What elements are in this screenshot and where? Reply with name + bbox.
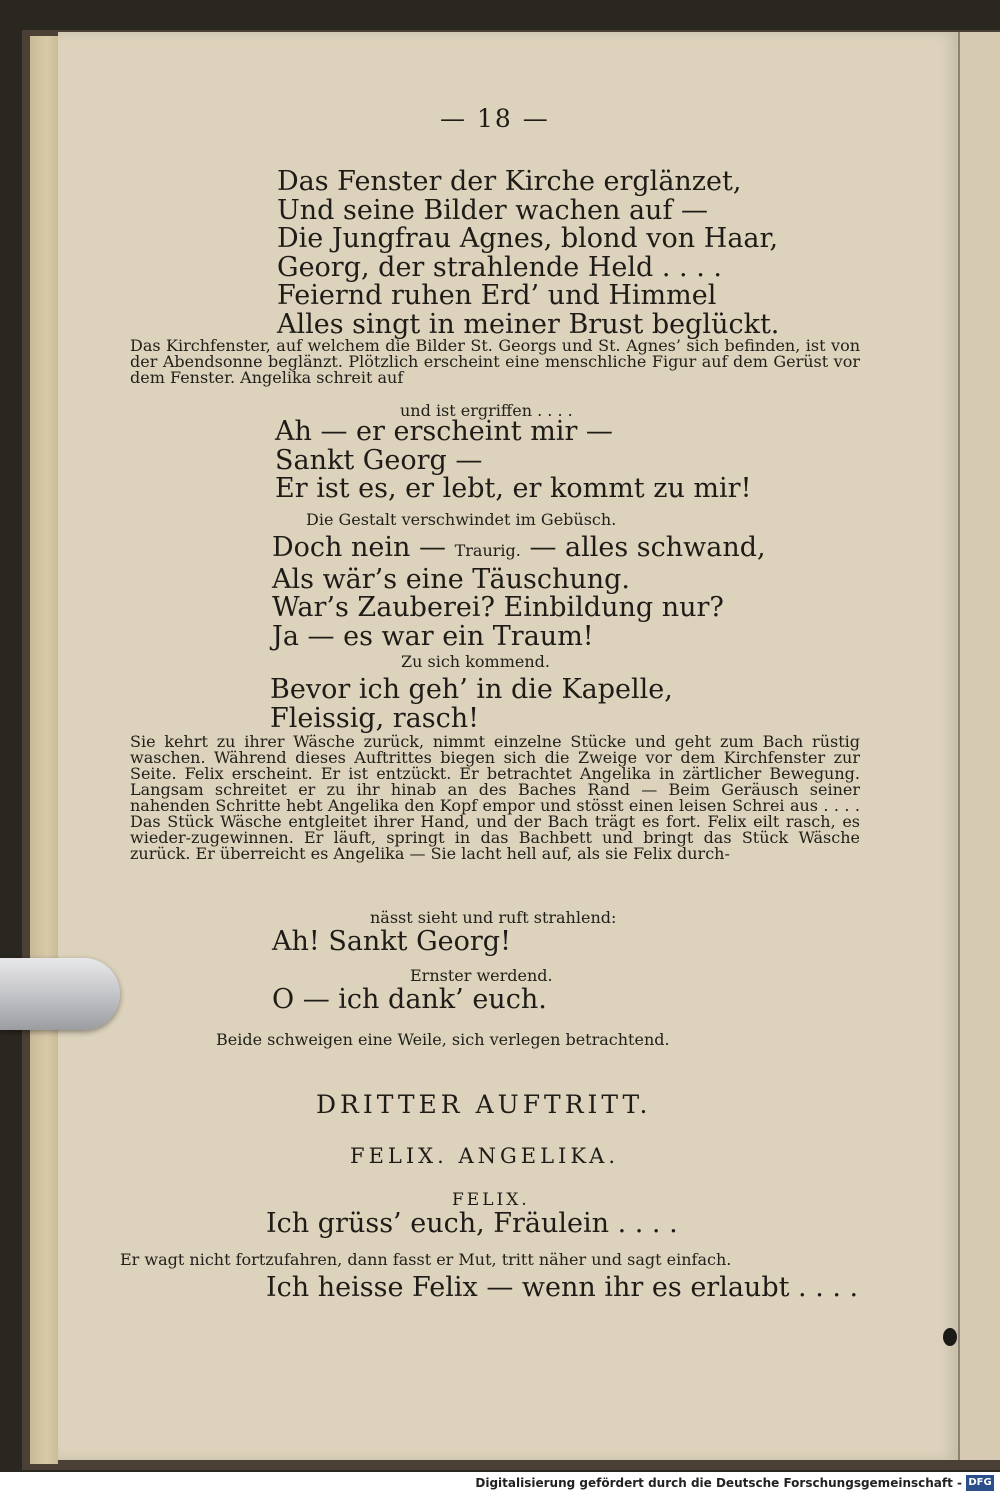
stage-direction-5: Ernster werdend. (410, 966, 553, 985)
footer-credit: Digitalisierung gefördert durch die Deutsche Forschungsgemeinschaft - (475, 1476, 962, 1490)
stage-direction-1: Das Kirchfenster, auf welchem die Bilder St. Georgs und St. Agnes’ sich befinden, ist von der Abendsonne beglänzt. Plötzlich erscheint eine menschliche Figur auf dem Gerüst vor dem Fenster. Angelika schreit auf (130, 336, 860, 387)
scene-title: DRITTER AUFTRITT. (316, 1090, 652, 1119)
verse-line: War’s Zauberei? Einbildung nur? (272, 592, 724, 623)
verse-line: Fleissig, rasch! (270, 702, 479, 734)
verse-fragment: — alles schwand, (529, 532, 766, 563)
verse-line: Er ist es, er lebt, er kommt zu mir! (275, 473, 752, 504)
stage-direction-6: Beide schweigen eine Weile, sich verlegen betrachtend. (216, 1030, 670, 1049)
verse-line: Bevor ich geh’ in die Kapelle, (270, 674, 673, 705)
speaker-name: FELIX. (452, 1190, 530, 1210)
scene-characters: FELIX. ANGELIKA. (350, 1144, 620, 1168)
verse-line: Feiernd ruhen Erd’ und Himmel (277, 280, 717, 311)
footer-bar (0, 1472, 1000, 1496)
verse-line: Und seine Bilder wachen auf — (277, 194, 709, 226)
inline-stage-direction: Traurig. (454, 541, 521, 560)
verse-fragment: Doch nein — (272, 532, 446, 563)
verse-line (272, 534, 766, 566)
dfg-logo: DFG (966, 1475, 994, 1491)
page-clip (0, 958, 120, 1030)
verse-line: Das Fenster der Kirche erglänzet, (277, 166, 742, 197)
stage-direction-4: Sie kehrt zu ihrer Wäsche zurück, nimmt einzelne Stücke und geht zum Bach rüstig waschen. Während dieses Auftrittes biegen sich die Zweige vor dem Kirchfenster zur Seite. Felix erscheint. Er ist entzückt. Er betrachtet Angelika in zärtlicher Bewegung. Langsam schreitet er zu ihr hinab an des Baches Rand — Beim Geräusch seiner nahenden Schritte hebt Angelika den Kopf empor und stösst einen leisen Schrei aus . . . . Das Stück Wäsche entgleitet ihrer Hand, und der Bach trägt es fort. Felix eilt rasch, es wieder-zugewinnen. Er läuft, springt in das Bachbett und bringt das Stück Wäsche zurück. Er überreicht es Angelika — Sie lacht hell auf, als sie Felix durch- (130, 732, 860, 863)
page-number: — 18 — (440, 104, 550, 133)
verse-block-3 (272, 534, 766, 651)
verse-line: Alles singt in meiner Brust beglückt. (277, 308, 780, 340)
verse-line-6: O — ich dank’ euch. (272, 984, 547, 1015)
stage-direction-3: Zu sich kommend. (401, 652, 550, 671)
verse-line: Als wär’s eine Täuschung. (272, 563, 631, 595)
verse-block-1 (277, 168, 779, 339)
facing-page-strip (958, 32, 1000, 1460)
verse-line-7: Ich grüss’ euch, Fräulein . . . . (266, 1208, 678, 1239)
verse-line: Ah — er erscheint mir — (275, 416, 613, 447)
stage-direction-2: Die Gestalt verschwindet im Gebüsch. (306, 510, 617, 529)
verse-line: Georg, der strahlende Held . . . . (277, 251, 722, 283)
verse-line: Sankt Georg — (275, 444, 483, 476)
page-edge (30, 36, 58, 1464)
verse-line: Die Jungfrau Agnes, blond von Haar, (277, 223, 779, 254)
stage-direction-1-end: und ist ergriffen . . . . (400, 401, 573, 420)
verse-line-8: Ich heisse Felix — wenn ihr es erlaubt . . . . (266, 1272, 859, 1303)
verse-block-4 (270, 676, 673, 733)
verse-block-2 (275, 418, 751, 504)
verse-line-5: Ah! Sankt Georg! (272, 926, 511, 957)
stage-direction-7: Er wagt nicht fortzufahren, dann fasst er Mut, tritt näher und sagt einfach. (120, 1250, 732, 1269)
ink-dot (943, 1328, 957, 1346)
stage-direction-4-end: nässt sieht und ruft strahlend: (370, 908, 617, 927)
verse-line: Ja — es war ein Traum! (272, 620, 594, 652)
